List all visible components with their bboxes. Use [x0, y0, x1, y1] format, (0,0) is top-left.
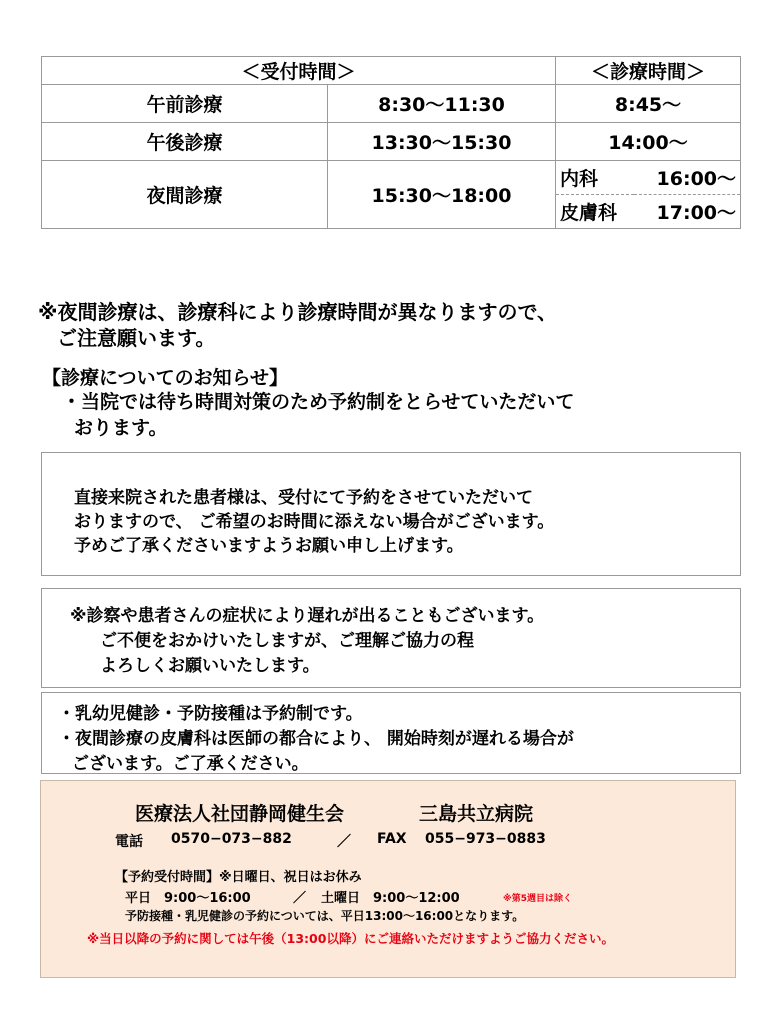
- reception-time: 8:30〜11:30: [328, 85, 556, 123]
- fax-label: FAX: [377, 831, 407, 847]
- department-time: 17:00〜: [656, 202, 737, 224]
- night-departments: [556, 161, 740, 228]
- reception-time: 15:30〜18:00: [328, 161, 556, 229]
- header-consultation: ＜診療時間＞: [556, 57, 741, 85]
- reception-time: 13:30〜15:30: [328, 123, 556, 161]
- notice-line1: ・当院では待ち時間対策のため予約制をとらせていただいて: [62, 391, 575, 413]
- fax-number: 055−973−0883: [425, 831, 546, 847]
- table-row: [42, 161, 741, 229]
- box3-line1: ・乳幼児健診・予防接種は予約制です。: [58, 704, 363, 724]
- consultation-time: 8:45〜: [556, 85, 741, 123]
- box1-line2: おりますので、 ご希望のお時間に添えない場合がございます。: [74, 512, 555, 532]
- box2-line2: ご不便をおかけいたしますが、ご理解ご協力の程: [100, 631, 474, 651]
- night-note-line1: ※夜間診療は、診療科により診療時間が異なりますので、: [38, 300, 558, 324]
- contact-box: [40, 780, 736, 978]
- red-note: ※当日以降の予約に関しては午後（13:00以降）にご連絡いただけますようご協力ください。: [87, 931, 614, 946]
- table-row: [42, 85, 741, 123]
- org-name: 医療法人社団静岡健生会: [135, 803, 345, 825]
- delay-notice-box: [41, 588, 741, 688]
- schedule-table: [41, 56, 741, 229]
- row-label: 夜間診療: [42, 161, 328, 229]
- reservation-title: 【予約受付時間】※日曜日、祝日はお休み: [115, 870, 362, 885]
- list-item: [556, 161, 740, 195]
- night-note-line2: ご注意願います。: [57, 326, 216, 350]
- walk-in-notice-box: [41, 452, 741, 576]
- tel-fax-separator: ／: [337, 834, 351, 850]
- table-row: [42, 123, 741, 161]
- tel-number: 0570−073−882: [171, 831, 292, 847]
- hours-separator: ／: [293, 891, 307, 906]
- weekday-hours: 平日 9:00〜16:00: [125, 891, 251, 906]
- header-reception: ＜受付時間＞: [42, 57, 556, 85]
- consultation-time: 14:00〜: [556, 123, 741, 161]
- box3-line2: ・夜間診療の皮膚科は医師の都合により、 開始時刻が遅れる場合が: [58, 729, 574, 749]
- tel-label: 電話: [115, 834, 143, 850]
- vaccine-note: 予防接種・乳児健診の予約については、平日13:00〜16:00となります。: [125, 909, 525, 923]
- box1-line1: 直接来院された患者様は、受付にて予約をさせていただいて: [74, 488, 533, 508]
- saturday-hours: 土曜日 9:00〜12:00: [321, 891, 460, 906]
- box3-line3: ございます。ご了承ください。: [72, 754, 309, 774]
- box2-line1: ※診察や患者さんの症状により遅れが出ることもございます。: [70, 606, 545, 626]
- fifth-week-note: ※第5週目は除く: [503, 894, 573, 904]
- box2-line3: よろしくお願いいたします。: [100, 656, 320, 676]
- reservation-notice-box: [41, 692, 741, 774]
- night-departments-cell: [556, 161, 741, 229]
- list-item: [556, 195, 740, 229]
- department-time: 16:00〜: [634, 161, 740, 195]
- hospital-name: 三島共立病院: [419, 803, 534, 825]
- notice-line2: おります。: [74, 417, 168, 439]
- row-label: 午前診療: [42, 85, 328, 123]
- row-label: 午後診療: [42, 123, 328, 161]
- department-name: 内科: [556, 161, 634, 195]
- department-name: 皮膚科: [560, 202, 618, 224]
- notice-title: 【診療についてのお知らせ】: [42, 367, 289, 389]
- box1-line3: 予めご了承くださいますようお願い申し上げます。: [74, 536, 464, 556]
